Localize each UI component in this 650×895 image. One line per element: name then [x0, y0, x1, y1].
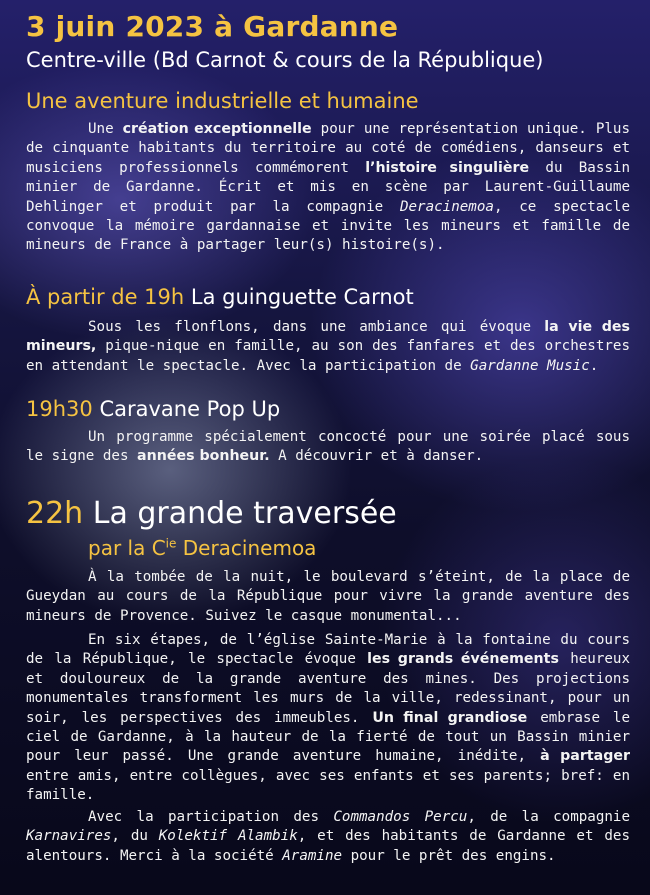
- traversee-paragraph-3: Avec la participation des Commandos Percu, de la compagnie Karnavires, du Kolektif Alambik, et des habitants de Gardanne et des alentours. Merci à la société Aramine pour le prêt des engins.: [26, 809, 630, 864]
- caravane-paragraph: Un programme spécialement concocté pour une soirée placé sous le signe des années bonheur. A découvrir et à danser.: [26, 429, 630, 465]
- guinguette-heading: [26, 285, 414, 309]
- traversee-heading: [26, 496, 397, 531]
- event-location-heading: Centre-ville (Bd Carnot & cours de la République): [26, 48, 544, 72]
- traversee-time: 22h: [26, 496, 84, 531]
- traversee-bold-1: les grands événements: [367, 651, 559, 668]
- guinguette-title: La guinguette Carnot: [184, 285, 414, 309]
- traversee-paragraph-2: En six étapes, de l’église Sainte-Marie à la fontaine du cours de la République, le spectacle évoque les grands événements heureux et douloureux de la grande aventure des mines. Des projections monumentales transforment les murs de la ville, redessinant, pour un soir, les perspectives des immeubles. Un final grandiose embrase le ciel de Gardanne, à la hauteur de la fierté de tout un Bassin minier pour leur passé. Une grande aventure humaine, inédite, à partager entre amis, entre collègues, avec ses enfants et ses parents; bref: en famille.: [26, 632, 631, 804]
- guinguette-time: À partir de 19h: [26, 285, 185, 309]
- guinguette-paragraph: Sous les flonflons, dans une ambiance qui évoque la vie des mineurs, pique-nique en famille, au son des fanfares et des orchestres en attendant le spectacle. Avec la participation de Gardanne Music.: [26, 319, 630, 374]
- caravane-bold: années bonheur.: [137, 448, 270, 465]
- guinguette-music: Gardanne Music: [470, 357, 590, 374]
- intro-bold-2: l’histoire singulière: [365, 159, 530, 176]
- event-date-heading: 3 juin 2023 à Gardanne: [26, 10, 399, 43]
- intro-bold-1: création exceptionnelle: [122, 121, 312, 137]
- traversee-bold-2: Un final grandiose: [372, 709, 528, 726]
- intro-heading: Une aventure industrielle et humaine: [26, 89, 419, 113]
- traversee-title: La grande traversée: [83, 496, 397, 531]
- traversee-paragraph-1: À la tombée de la nuit, le boulevard s’éteint, de la place de Gueydan au cours de la République pour vivre la grande aventure des mineurs de Provence. Suivez le casque monumental...: [26, 569, 630, 624]
- caravane-heading: [26, 397, 280, 421]
- intro-company: Deracinemoa: [399, 198, 494, 215]
- traversee-bold-3: à partager: [540, 748, 631, 765]
- guinguette-bold: la vie des mineurs,: [26, 319, 630, 355]
- intro-paragraph: Une création exceptionnelle pour une représentation unique. Plus de cinquante habitants du territoire au coté de comédiens, danseurs et musiciens professionnels commémorent l’histoire singulière du Bassin minier de Gardanne. Écrit et mis en scène par Laurent-Guillaume Dehlinger et produit par la compagnie Deracinemoa, ce spectacle convoque la mémoire gardannaise et invite les mineurs et famille de mineurs de France à partager leur(s) histoire(s).: [26, 121, 631, 254]
- caravane-time: 19h30: [26, 397, 93, 421]
- traversee-subtitle: par la $C^{ie}$ Deracinemoa: [88, 536, 317, 560]
- caravane-title: Caravane Pop Up: [92, 397, 281, 421]
